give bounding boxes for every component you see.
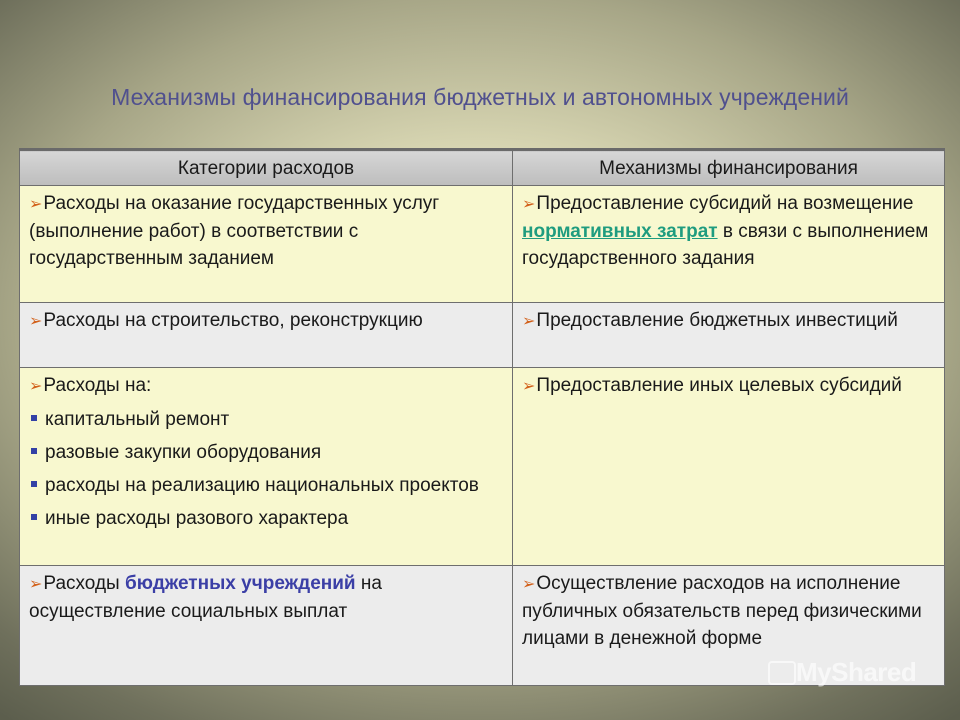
category-text: Расходы на строительство, реконструкцию [43,310,423,331]
arrow-bullet-icon: ➢ [522,196,536,213]
square-bullet-icon [31,415,37,421]
arrow-bullet-icon: ➢ [522,313,536,330]
category-cell: ➢Расходы бюджетных учреждений на осуществление социальных выплат [20,566,513,686]
list-item: расходы на реализацию национальных проектов [29,472,506,499]
mechanism-text: Осуществление расходов на исполнение публичных обязательств перед физическими лицами в денежной форме [522,573,922,649]
table-row [20,368,945,566]
table-row [20,186,945,303]
mechanism-cell [513,368,945,566]
budget-institutions-emphasis: бюджетных учреждений [124,573,356,594]
mechanism-cell [513,303,945,368]
mechanism-text: Предоставление иных целевых субсидий [536,375,902,396]
arrow-bullet-icon: ➢ [29,196,43,213]
header-mechanisms: Механизмы финансирования [513,150,945,186]
mechanism-text-pre: Предоставление субсидий на возмещение [536,193,914,214]
category-cell [20,303,513,368]
normative-costs-link[interactable]: нормативных затрат [522,221,718,242]
category-text: Расходы на оказание государственных услуг (выполнение работ) в соответствии с государственным заданием [29,193,440,269]
financing-table [19,148,945,686]
list-item: разовые закупки оборудования [29,439,506,466]
mechanism-cell [513,186,945,303]
square-bullet-icon [31,481,37,487]
category-cell [20,368,513,566]
mechanism-text: Предоставление бюджетных инвестиций [536,310,898,331]
category-title: Расходы на: [43,375,152,396]
square-bullet-icon [31,448,37,454]
slide-title: Механизмы финансирования бюджетных и автономных учреждений [111,84,849,110]
arrow-bullet-icon: ➢ [29,576,43,593]
mechanism-text-post: в связи с выполнением государственного задания [522,221,929,269]
list-item: капитальный ремонт [29,406,506,433]
category-cell [20,186,513,303]
header-categories: Категории расходов [20,150,513,186]
arrow-bullet-icon: ➢ [522,378,536,395]
table-row [20,303,945,368]
square-bullet-icon [31,514,37,520]
list-item: иные расходы разового характера [29,505,506,532]
arrow-bullet-icon: ➢ [29,378,43,395]
table-header-row [20,150,945,186]
arrow-bullet-icon: ➢ [522,576,536,593]
arrow-bullet-icon: ➢ [29,313,43,330]
watermark: MyShared [796,657,917,687]
